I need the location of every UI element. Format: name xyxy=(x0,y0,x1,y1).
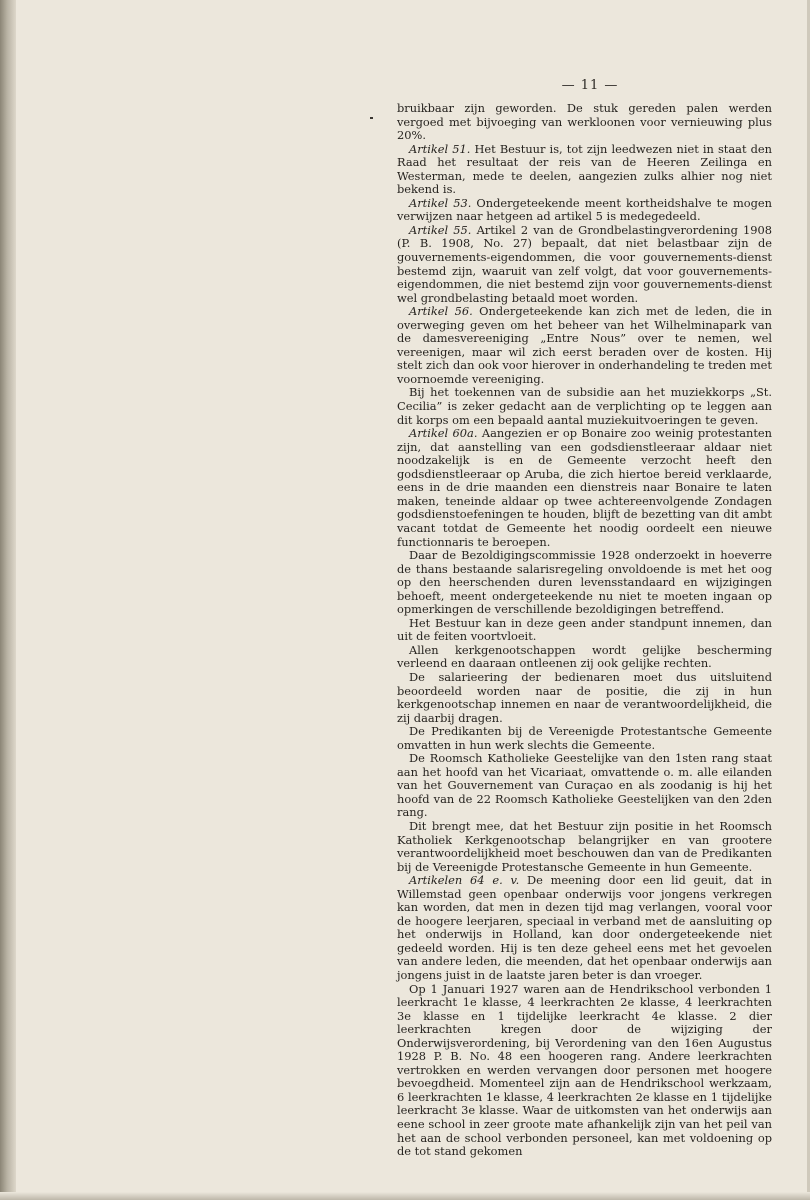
paragraph: Het Bestuur kan in deze geen ander standpunt innemen, dan uit de feiten voortvloeit. xyxy=(397,615,772,644)
paragraph: Op 1 Januari 1927 waren aan de Hendrikschool verbonden 1 leerkracht 1e klasse, 4 leerkrachten 2e klasse, 4 leerkrachten 3e klasse en 1 tijdelijke leerkracht 4e klasse. 2 dier leerkrachten kregen door de wijziging der Onderwijsverordening, bij Verordening van den 16en Augustus 1928 P. B. No. 48 een hoogeren rang. Andere leerkrachten vertrokken en werden vervangen door personen met hoogere bevoegdheid. Momenteel zijn aan de Hendrikschool werkzaam, 6 leerkrachten 1e klasse, 4 leerkrachten 2e klasse en 1 tijdelijke leerkracht 3e klasse. Waar de uitkomsten van het onderwijs aan eene school in zeer groote mate afhankelijk zijn van het peil van het aan de school verbonden personeel, kan met voldoening op de tot stand gekomen xyxy=(397,981,772,1159)
article-heading: Artikel 53. xyxy=(409,195,472,210)
paragraph: bruikbaar zijn geworden. De stuk gereden palen werden vergoed met bijvoeging van werkloonen voor vernieuwing plus 20%. xyxy=(397,101,772,143)
article-heading: Artikel 51. xyxy=(409,141,471,156)
article-heading: Artikelen 64 e. v. xyxy=(409,873,520,888)
article-heading: Artikel 60a. xyxy=(409,426,478,441)
paragraph: Allen kerkgenootschappen wordt gelijke bescherming verleend en daaraan ontleenen zij ook gelijke rechten. xyxy=(397,642,772,671)
article-heading: Artikel 56. xyxy=(409,304,473,319)
paragraph: Dit brengt mee, dat het Bestuur zijn positie in het Roomsch Katholiek Kerkgenootschap belangrijker en van grootere verantwoordelijkheid moet beschouwen dan van de Predikanten bij de Vereenigde Protestansche Gemeente in hun Gemeente. xyxy=(397,818,772,874)
paragraph: De Predikanten bij de Vereenigde Protestantsche Gemeente omvatten in hun werk slechts die Gemeente. xyxy=(397,724,772,752)
paragraph: Artikel 56. Ondergeteekende kan zich met de leden, die in overweging geven om het beheer van het Wilhelminapark van de damesvereeniging „Entre Nous” over te nemen, wel vereenigen, maar wil zich eerst beraden over de kosten. Hij stelt zich dan ook voor hierover in onderhandeling te treden met voornoemde vereeniging. xyxy=(397,304,772,386)
paragraph: Daar de Bezoldigingscommissie 1928 onderzoekt in hoeverre de thans bestaande salarisregeling onvoldoende is met het oog op den heerschenden duren levensstandaard en wijzigingen behoeft, meent ondergeteekende nu niet te moeten ingaan op opmerkingen de verschillende bezoldigingen betreffend. xyxy=(397,548,772,617)
paragraph: Artikel 51. Het Bestuur is, tot zijn leedwezen niet in staat den Raad het resultaat der reis van de Heeren Zeilinga en Westerman, mede te deelen, aangezien zulks alhier nog niet bekend is. xyxy=(397,141,772,197)
paragraph: De Roomsch Katholieke Geestelijke van den 1sten rang staat aan het hoofd van het Vicariaat, omvattende o. m. alle eilanden van het Gouvernement van Curaçao en als zoodanig is hij het hoofd van de 22 Roomsch Katholieke Geestelijken van den 2den rang. xyxy=(397,751,772,820)
paragraph: Artikel 60a. Aangezien er op Bonaire zoo weinig protestanten zijn, dat aanstelling van een godsdienstleeraar aldaar niet noodzakelijk is en de Gemeente verzocht heeft den godsdienstleeraar op Aruba, die zich hiertoe bereid verklaarde, eens in de drie maanden een dienstreis naar Bonaire te laten maken, teneinde aldaar op twee achtereenvolgende Zondagen godsdienstoefeningen te houden, blijft de bezetting van dit ambt vacant totdat de Gemeente het noodig oordeelt een nieuwe functionnaris te beroepen. xyxy=(397,426,772,549)
page-binding-shadow xyxy=(0,0,16,1200)
paragraph: Artikelen 64 e. v. De meening door een lid geuit, dat in Willemstad geen openbaar onderwijs voor jongens verkregen kan worden, dat men in dezen tijd mag verlangen, vooral voor de hoogere leerjaren, speciaal in verband met de aansluiting op het onderwijs in Holland, kan door ondergeteekende niet gedeeld worden. Hij is ten deze geheel eens met het gevoelen van andere leden, die meenden, dat het openbaar onderwijs aan jongens juist in de laatste jaren beter is dan vroeger. xyxy=(397,873,772,982)
page-bottom-edge xyxy=(0,1192,810,1200)
text-column xyxy=(397,102,772,1159)
page-number: — 11 — xyxy=(561,78,619,93)
paragraph: Artikel 55. Artikel 2 van de Grondbelastingverordening 1908 (P. B. 1908, No. 27) bepaalt, dat niet belastbaar zijn de gouvernements-eigendommen, die voor gouvernements-dienst bestemd zijn, waaruit van zelf volgt, dat voor gouvernements-eigendommen, die niet bestemd zijn voor gouvernements-dienst wel grondbelasting betaald moet worden. xyxy=(397,222,772,305)
article-heading: Artikel 55. xyxy=(409,222,472,237)
paragraph: Bij het toekennen van de subsidie aan het muziekkorps „St. Cecilia” is zeker gedacht aan de verplichting op te leggen aan dit korps om een bepaald aantal muziekuitvoeringen te geven. xyxy=(397,385,772,427)
paragraph: De salarieering der bedienaren moet dus uitsluitend beoordeeld worden naar de positie, die zij in hun kerkgenootschap innemen en naar de verantwoordelijkheid, die zij daarbij dragen. xyxy=(397,669,772,725)
margin-mark xyxy=(370,117,373,119)
paragraph: Artikel 53. Ondergeteekende meent kortheidshalve te mogen verwijzen naar hetgeen ad artikel 5 is medegedeeld. xyxy=(397,195,772,224)
